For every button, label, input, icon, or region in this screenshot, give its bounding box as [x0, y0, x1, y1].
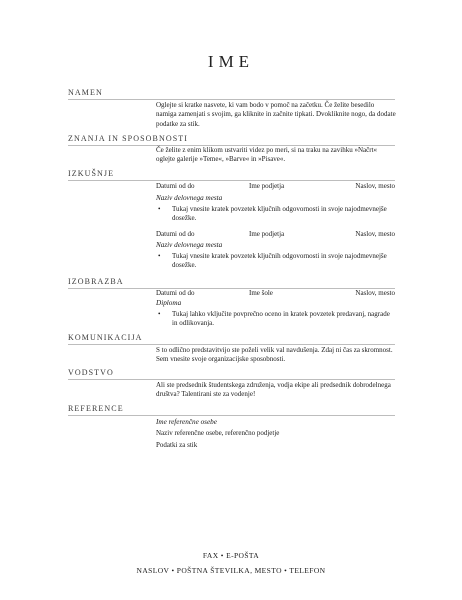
experience-location[interactable]: Naslov, mesto	[355, 230, 395, 238]
resume-name[interactable]: IME	[207, 52, 255, 71]
experience-title[interactable]: Naziv delovnega mesta	[156, 194, 223, 202]
experience-dates[interactable]: Datumi od do	[156, 230, 195, 238]
reference-role[interactable]: Naziv referenčne osebe, referenčno podjetje	[156, 429, 280, 437]
reference-contact[interactable]: Podatki za stik	[156, 441, 198, 449]
bullet-icon: •	[158, 252, 161, 260]
experience-company[interactable]: Ime podjetja	[249, 182, 285, 190]
education-bullet-text[interactable]: Tukaj lahko vključite povprečno oceno in kratek povzetek predavanj, nagrade in odlikovanja.	[172, 310, 390, 328]
section-heading-izkusnje: IZKUŠNJE	[68, 169, 395, 181]
section-heading-vodstvo: VODSTVO	[68, 368, 395, 380]
experience-bullet-text[interactable]: Tukaj vnesite kratek povzetek ključnih odgovornosti in svoje najodmevnejše dosežke.	[172, 252, 387, 270]
namen-text[interactable]: Oglejte si kratke nasvete, ki vam bodo v pomoč na začetku. Če želite besedilo namiga zamenjati s svojim, ga kliknite in začnite tipkati. Dvokliknite nogo, da dodate podatke za stik.	[156, 101, 396, 128]
education-degree[interactable]: Diploma	[156, 299, 182, 307]
komunikacija-text[interactable]: S to odlično predstavitvijo ste poželi velik val navdušenja. Zdaj ni čas za skromnost. Sem vnesite svoje organizacijske sposobnosti.	[156, 346, 393, 364]
footer-contact-line-1[interactable]: FAX • E-POŠTA	[202, 551, 260, 560]
experience-company[interactable]: Ime podjetja	[249, 230, 285, 238]
section-heading-komunikacija: KOMUNIKACIJA	[68, 333, 395, 345]
education-location[interactable]: Naslov, mesto	[355, 289, 395, 297]
bullet-icon: •	[158, 310, 161, 318]
footer-contact-line-2[interactable]: NASLOV • POŠTNA ŠTEVILKA, MESTO • TELEFON	[136, 566, 326, 575]
section-heading-namen: NAMEN	[68, 88, 395, 100]
section-heading-znanja: ZNANJA IN SPOSOBNOSTI	[68, 134, 395, 146]
education-school[interactable]: Ime šole	[249, 289, 273, 297]
znanja-text[interactable]: Če želite z enim klikom ustvariti videz po meri, si na traku na zavihku »Načrt« oglejte galerije »Teme«, »Barve« in »Pisave«.	[156, 146, 378, 164]
experience-title[interactable]: Naziv delovnega mesta	[156, 241, 223, 249]
bullet-icon: •	[158, 205, 161, 213]
section-heading-izobrazba: IZOBRAZBA	[68, 277, 395, 289]
section-heading-reference: REFERENCE	[68, 404, 395, 416]
reference-name[interactable]: Ime referenčne osebe	[156, 418, 217, 426]
education-dates[interactable]: Datumi od do	[156, 289, 195, 297]
experience-dates[interactable]: Datumi od do	[156, 182, 195, 190]
vodstvo-text[interactable]: Ali ste predsednik študentskega združenja, vodja ekipe ali predsednik dobrodelnega društva? Talentirani ste za vodenje!	[156, 381, 391, 399]
experience-location[interactable]: Naslov, mesto	[355, 182, 395, 190]
experience-bullet-text[interactable]: Tukaj vnesite kratek povzetek ključnih odgovornosti in svoje najodmevnejše dosežke.	[172, 205, 387, 223]
